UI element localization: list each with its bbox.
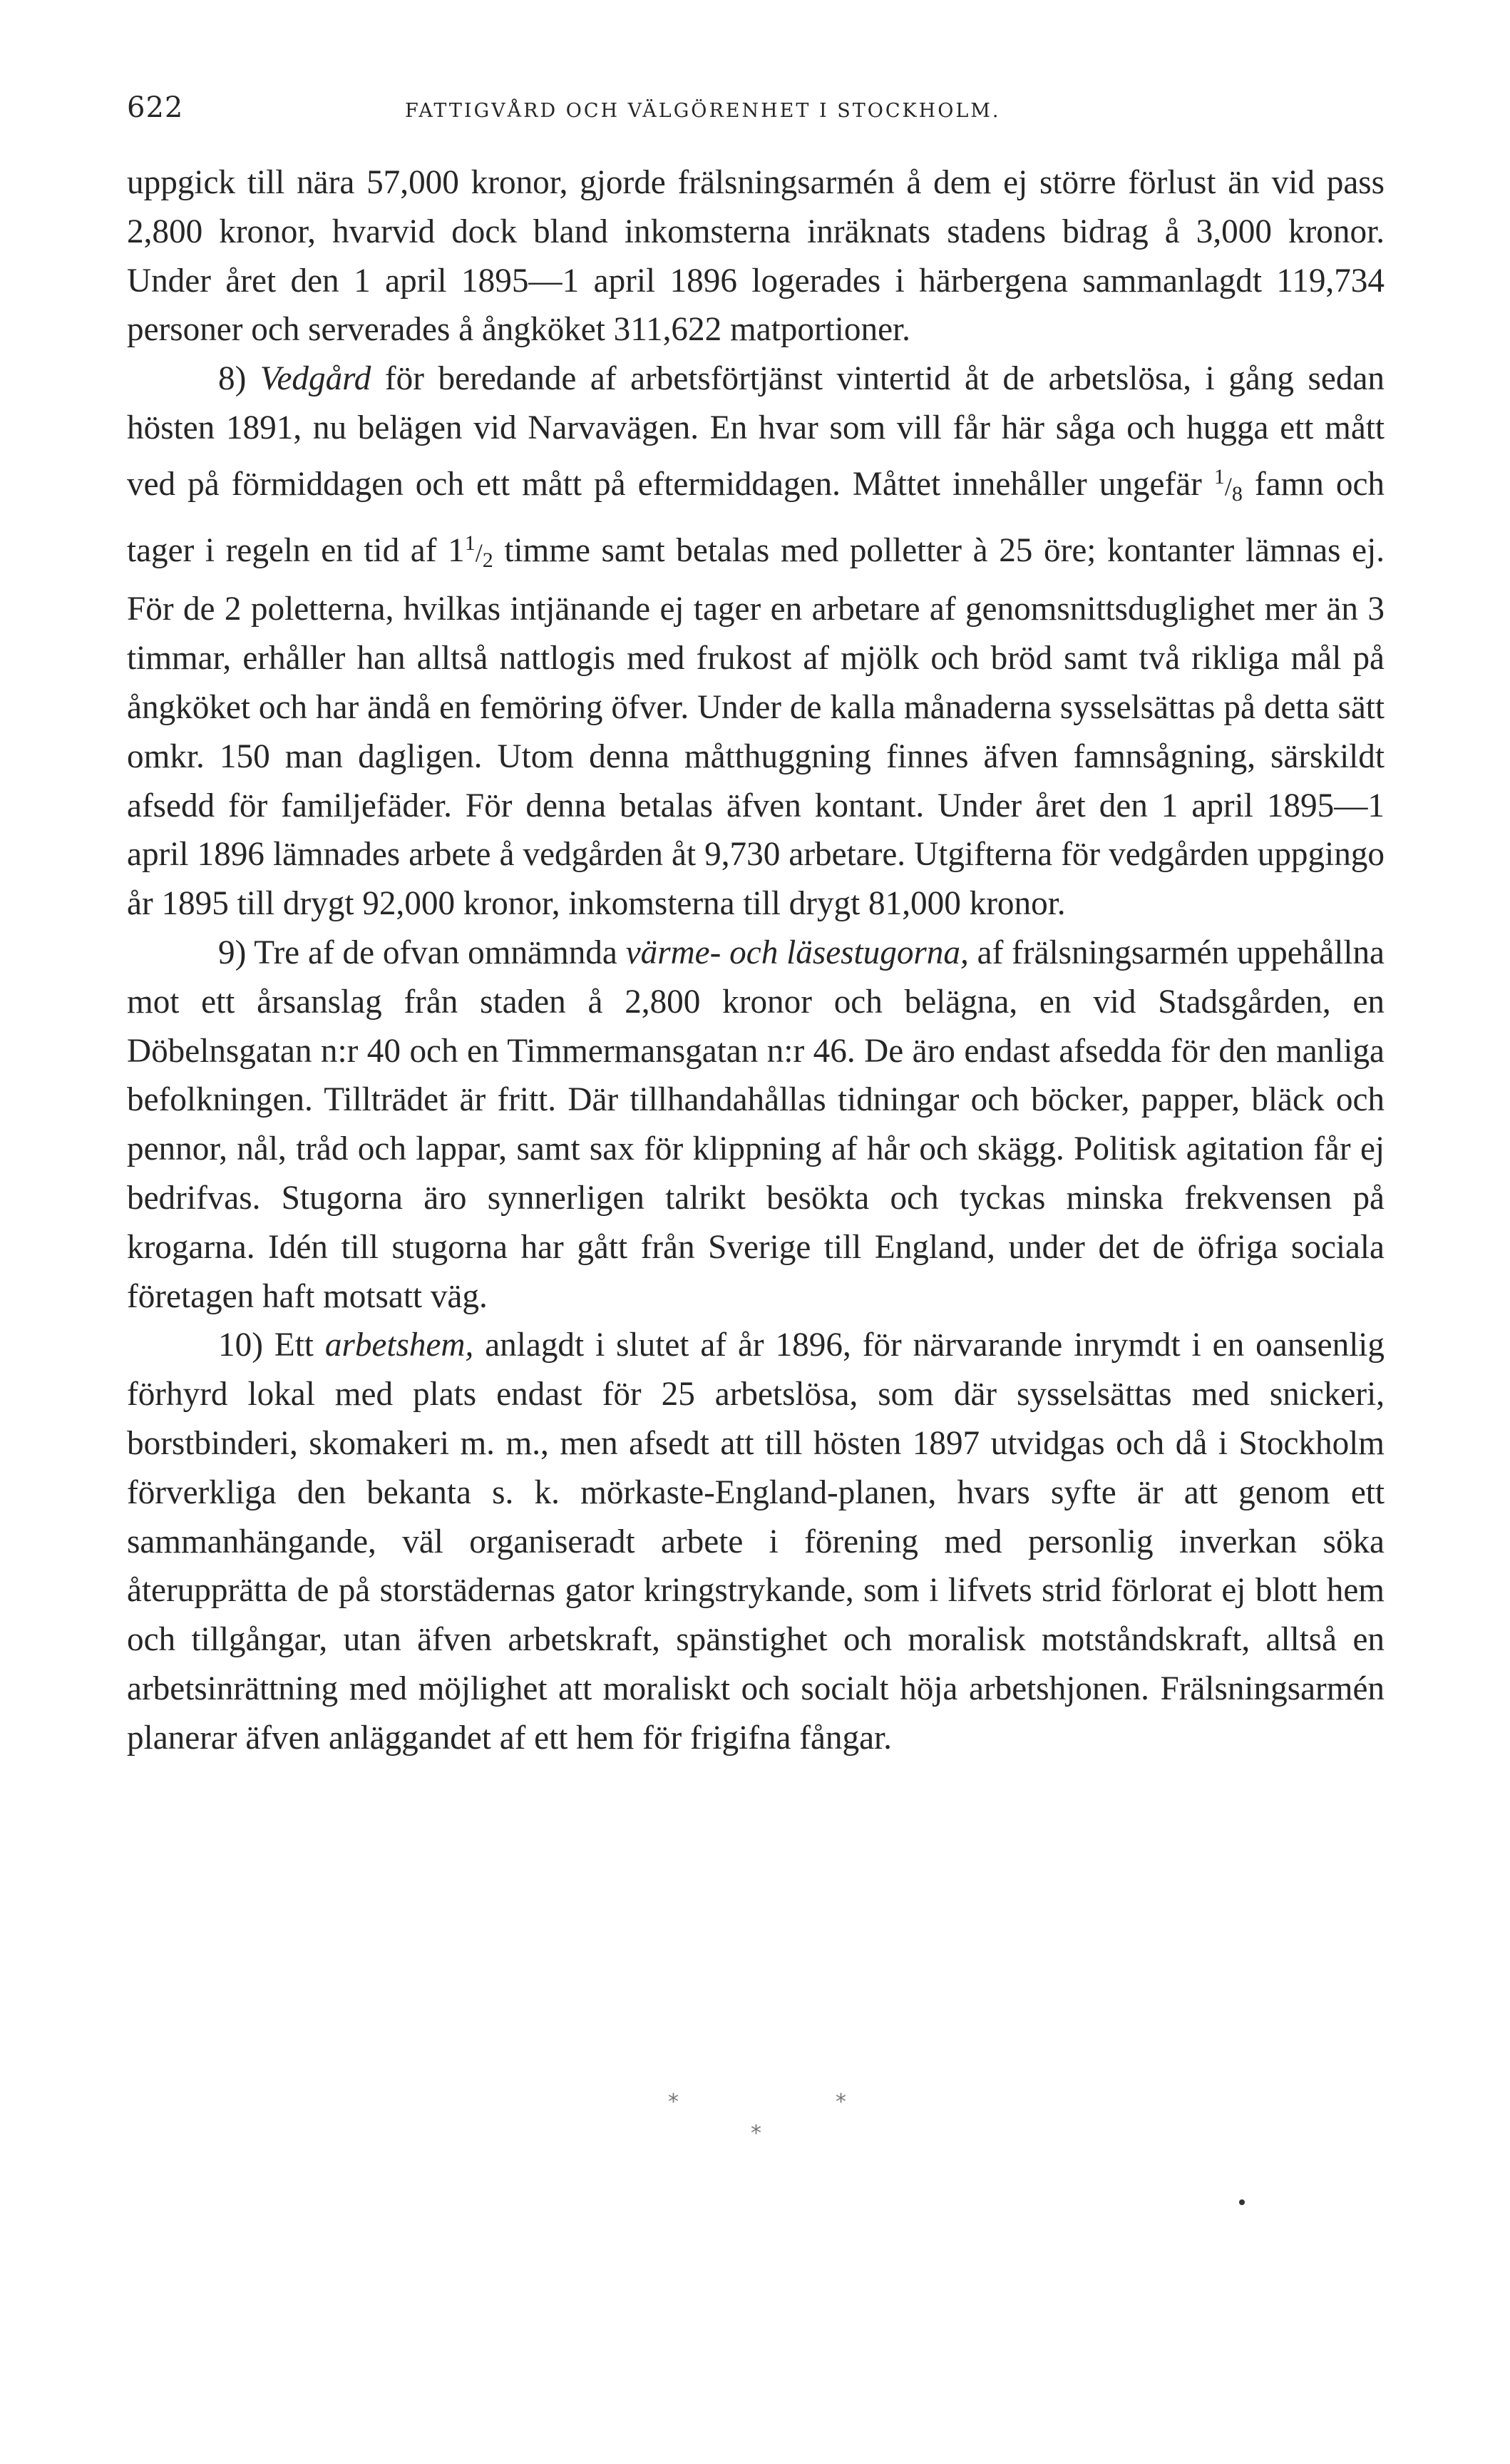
fraction-denominator: 8: [1231, 481, 1243, 506]
fraction-whole: 1: [448, 531, 465, 569]
item-number: 9): [218, 934, 247, 971]
paragraph-1-text: uppgick till nära 57,000 kronor, gjorde frälsningsarmén å dem ej större förlust än vid pass 2,800 kronor, hvarvid dock bland inkomsterna inräknats stadens bidrag å 3,000 kronor. Under året den 1 april 1895—1 april 1896 logerades i härbergena sammanlagdt 119,734 personer och serverades å ångköket 311,622 matportioner.: [127, 164, 1385, 349]
item-term: arbetshem,: [324, 1326, 474, 1364]
separator-asterisk: *: [836, 2090, 846, 2115]
paragraph-8-vedgard: [127, 354, 1385, 929]
paragraph-text: Ett: [262, 1326, 325, 1364]
page-header: [127, 91, 1396, 134]
item-term: Vedgård: [260, 360, 371, 398]
separator-asterisk: *: [751, 2121, 761, 2146]
fraction-numerator: 1: [464, 531, 476, 555]
paragraph-10-arbetshem: [127, 1321, 1385, 1762]
paragraph-text: famn och tager i regeln en tid af: [127, 465, 1385, 569]
paragraph-text: af frälsningsarmén uppehållna mot ett årsanslag från staden å 2,800 kronor och belägna, en vid Stadsgården, en Döbelnsgatan n:r 40 och en Timmermansgatan n:r 46. De äro endast afsedda för den manliga befolkningen. Tillträdet är fritt. Där tillhandahållas tidningar och böcker, papper, bläck och pennor, nål, tråd och lappar, samt sax för klippning af hår och skägg. Politisk agitation får ej bedrifvas. Stugorna äro synnerligen talrikt besökta och tyckas minska frekvensen på krogarna. Idén till stugorna har gått från Sverige till England, under det de öfriga sociala företagen haft motsatt väg.: [127, 934, 1385, 1315]
section-separator: [0, 2090, 1510, 2175]
fraction-one-half: $^1/_2$: [464, 531, 493, 572]
paragraph-text: timme samt betalas med polletter à 25 öre; kontanter lämnas ej. För de 2 poletterna, hvilkas intjänande ej tager en arbetare af genomsnittsduglighet mer än 3 timmar, erhåller han alltså nattlogis med frukost af mjölk och bröd samt två rikliga mål på ångköket och har ändå en femöring öfver. Under de kalla månaderna sysselsättas på detta sätt omkr. 150 man dagligen. Utom denna måtthuggning finnes äfven famnsågning, särskildt afsedd för familjefäder. För denna betalas äfven kontant. Under året den 1 april 1895—1 april 1896 lämnades arbete å vedgården åt 9,730 arbetare. Utgifterna för vedgården uppgingo år 1895 till drygt 92,000 kronor, inkomsterna till drygt 81,000 kronor.: [127, 531, 1385, 923]
paragraph-text: Tre af de ofvan omnämnda: [246, 934, 626, 971]
page-number: 622: [127, 91, 184, 124]
paragraph-text: för beredande af arbetsförtjänst vintertid åt de arbetslösa, i gång sedan hösten 1891, nu belägen vid Narvavägen. En hvar som vill får här såga och hugga ett mått ved på förmiddagen och ett mått på eftermiddagen. Måttet innehåller ungefär: [127, 360, 1385, 503]
separator-asterisk: *: [668, 2090, 679, 2115]
paragraph-9-varmestugor: [127, 929, 1385, 1321]
item-term: värme- och läsestugorna,: [625, 934, 969, 971]
body-text: [127, 158, 1385, 1763]
running-head: FATTIGVÅRD OCH VÄLGÖRENHET I STOCKHOLM.: [405, 100, 1001, 122]
fraction-denominator: 2: [482, 548, 493, 572]
item-number: 10): [218, 1326, 263, 1364]
ink-speck: [1239, 2199, 1245, 2205]
fraction-one-eighth: $^1/_8$: [1213, 464, 1243, 506]
item-number: 8): [218, 360, 247, 398]
fraction-numerator: 1: [1213, 464, 1225, 489]
paragraph-text: anlagdt i slutet af år 1896, för närvarande inrymdt i en oansenlig förhyrd lokal med plats endast för 25 arbetslösa, som där sysselsättas med snickeri, borstbinderi, skomakeri m. m., men afsedt att till hösten 1897 utvidgas och då i Stockholm förverkliga den bekanta s. k. mörkaste-England-planen, hvars syfte är att genom ett sammanhängande, väl organiseradt arbete i förening med personlig inverkan söka återupprätta de på storstädernas gator kringstrykande, som i lifvets strid förlorat ej blott hem och tillgångar, utan äfven arbetskraft, spänstighet och moralisk motståndskraft, alltså en arbetsinrättning med möjlighet att moraliskt och socialt höja arbetshjonen. Frälsningsarmén planerar äfven anläggandet af ett hem för frigifna fångar.: [127, 1326, 1385, 1757]
paragraph-1: [127, 158, 1385, 354]
